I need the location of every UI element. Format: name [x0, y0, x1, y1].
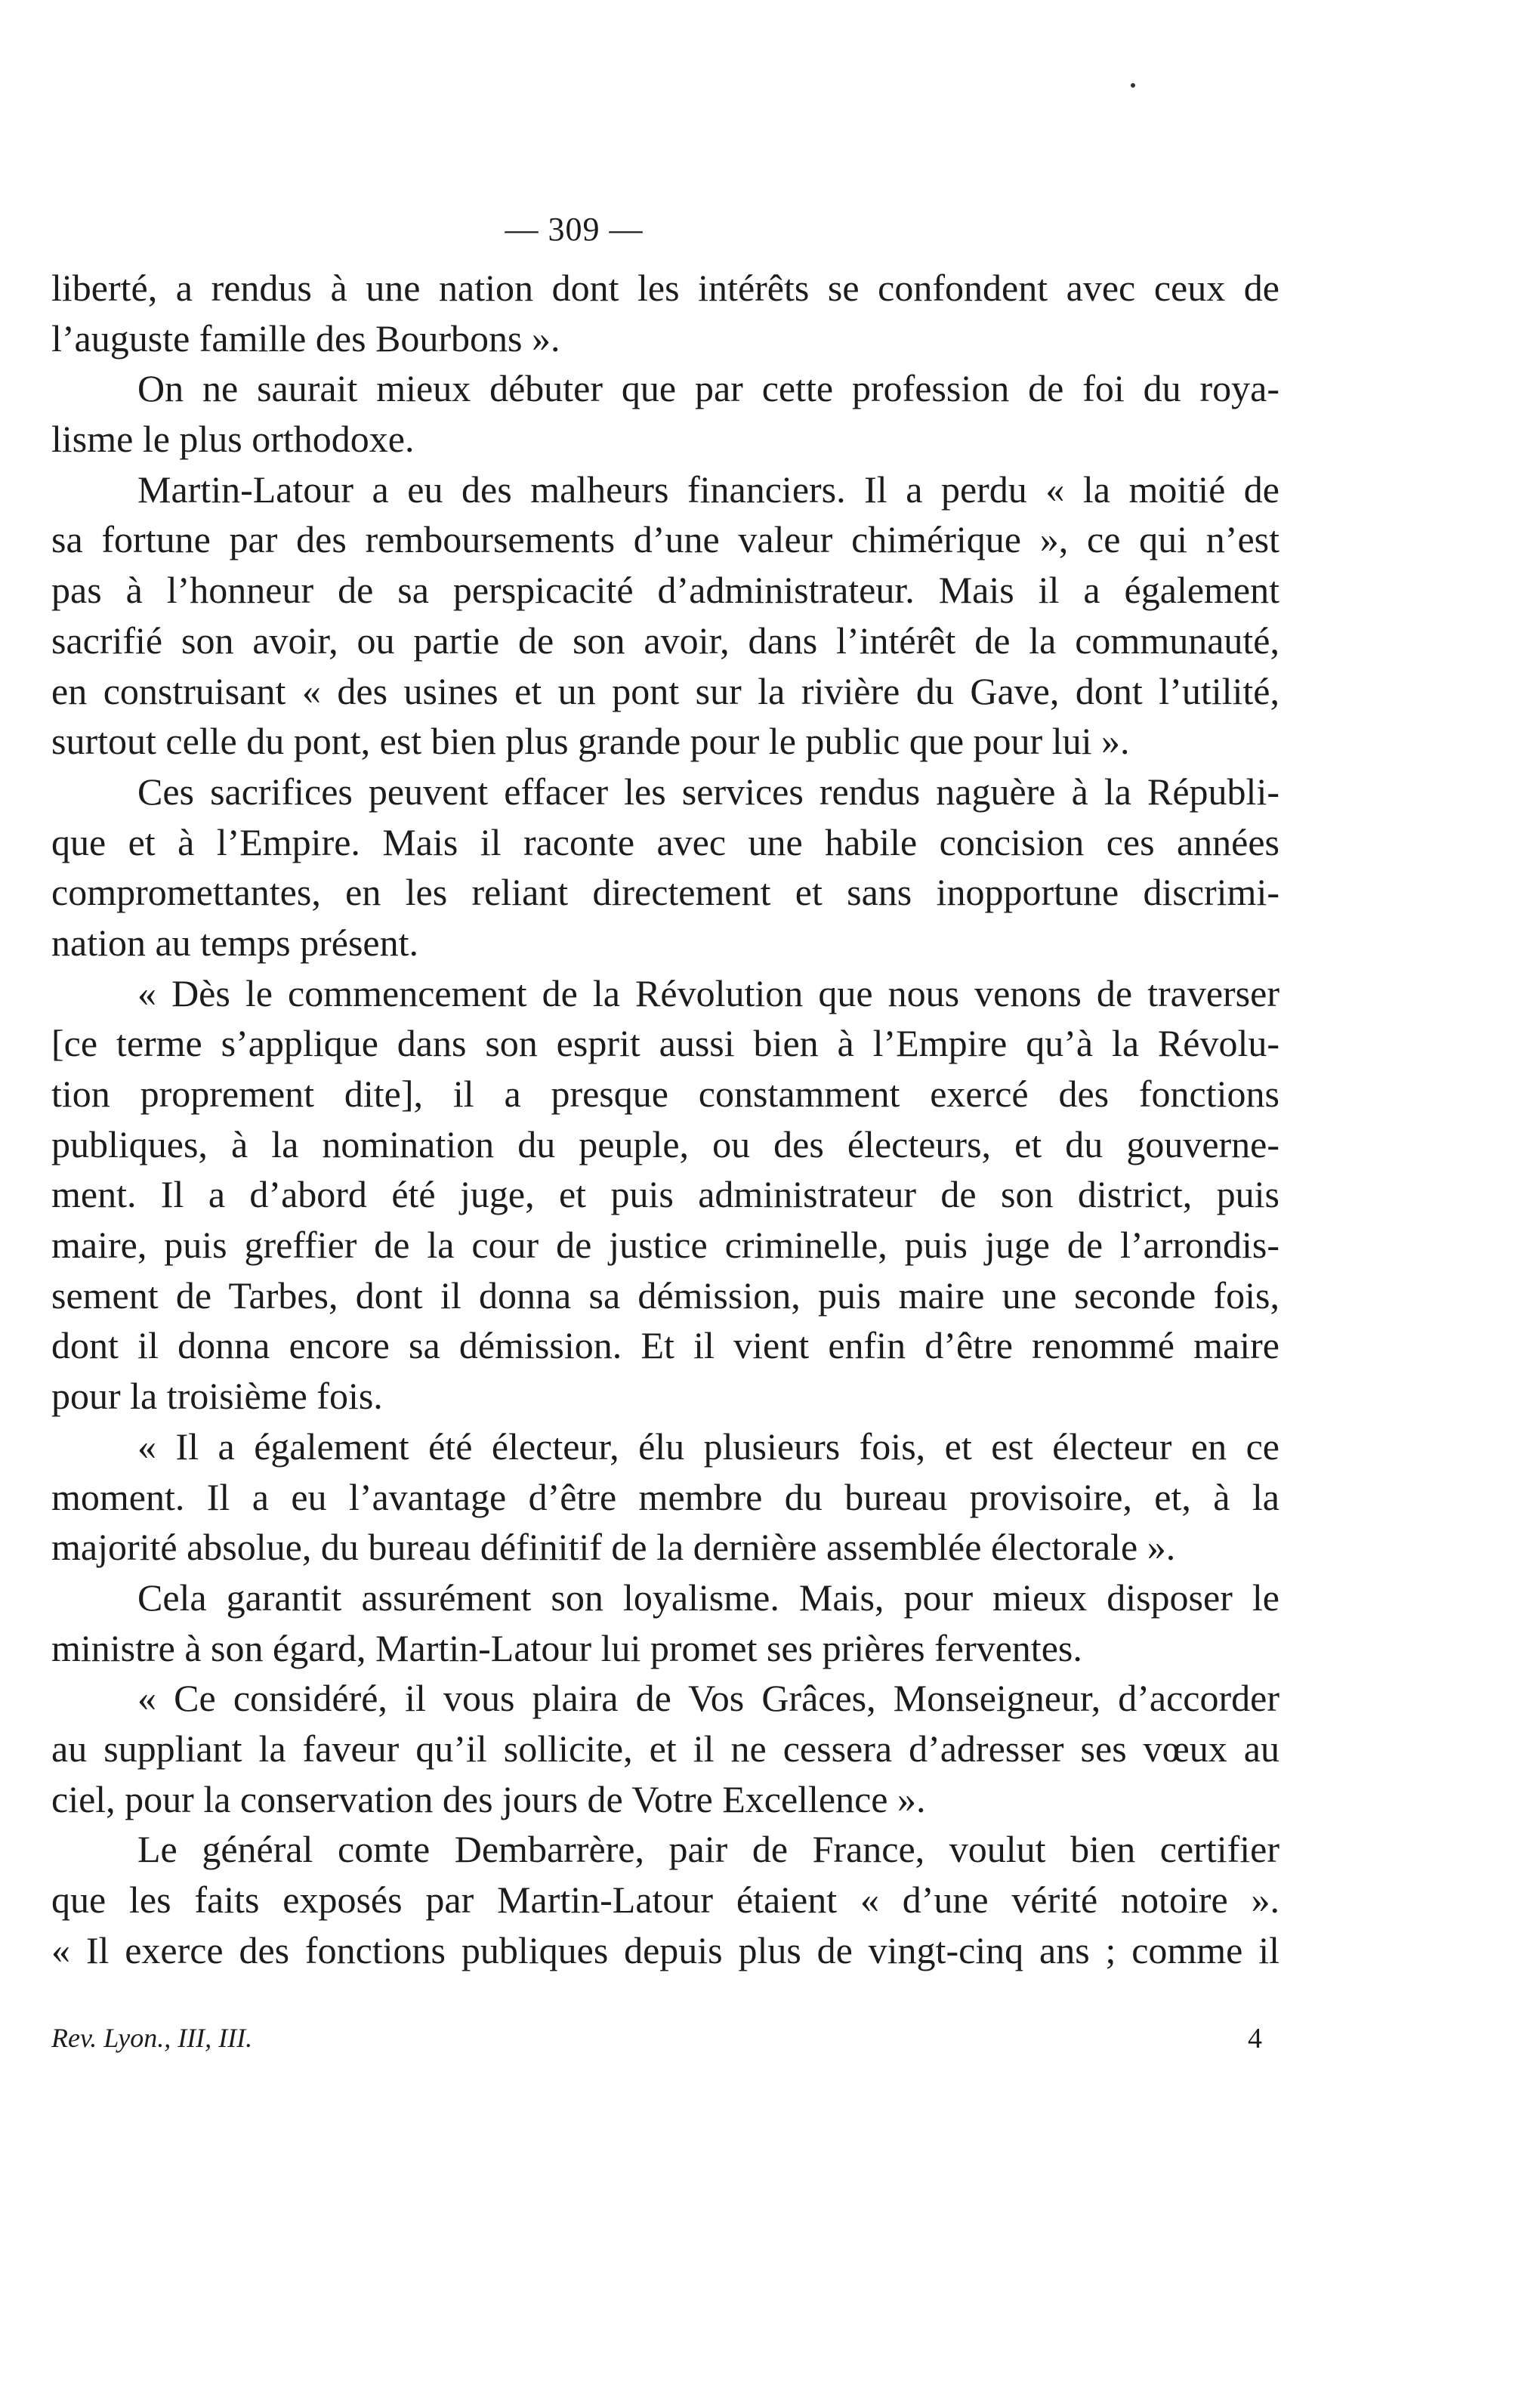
text-line: dont il donna encore sa démission. Et il vient enfin d’être renommé maire	[51, 1324, 1279, 1367]
footer-signature-mark: 4	[1248, 2023, 1262, 2055]
text-line: que et à l’Empire. Mais il raconte avec une habile concision ces années	[51, 820, 1279, 863]
text-line: surtout celle du pont, est bien plus grande pour le public que pour lui ».	[51, 720, 1130, 763]
text-line: ministre à son égard, Martin-Latour lui promet ses prières ferventes.	[51, 1626, 1082, 1669]
text-line: « Dès le commencement de la Révolution que nous venons de traverser	[137, 971, 1279, 1014]
text-line: pour la troisième fois.	[51, 1375, 383, 1418]
text-line: tion proprement dite], il a presque constamment exercé des fonctions	[51, 1073, 1279, 1115]
text-line: « Il a également été électeur, élu plusieurs fois, et est électeur en ce	[137, 1425, 1279, 1468]
text-line: publiques, à la nomination du peuple, ou des électeurs, et du gouverne-	[51, 1122, 1279, 1165]
text-line: « Il exerce des fonctions publiques depuis plus de vingt-cinq ans ; comme il	[51, 1928, 1279, 1971]
text-line: que les faits exposés par Martin-Latour étaient « d’une vérité notoire ».	[51, 1879, 1279, 1921]
text-line: lisme le plus orthodoxe.	[51, 418, 415, 461]
text-line: Ces sacrifices peuvent effacer les services rendus naguère à la Républi-	[137, 770, 1279, 813]
page-number-header: — 309 —	[505, 211, 644, 248]
text-line: ciel, pour la conservation des jours de Votre Excellence ».	[51, 1777, 926, 1820]
text-line: en construisant « des usines et un pont sur la rivière du Gave, dont l’utilité,	[51, 669, 1279, 712]
text-line: [ce terme s’applique dans son esprit aussi bien à l’Empire qu’à la Révolu-	[51, 1022, 1279, 1065]
text-line: On ne saurait mieux débuter que par cette profession de foi du roya-	[137, 367, 1279, 410]
text-line: sement de Tarbes, dont il donna sa démission, puis maire une seconde fois,	[51, 1273, 1279, 1317]
text-line: moment. Il a eu l’avantage d’être membre du bureau provisoire, et, à la	[51, 1475, 1279, 1518]
text-line: maire, puis greffier de la cour de justice criminelle, puis juge de l’arrondis-	[51, 1224, 1279, 1267]
text-line: Le général comte Dembarrère, pair de France, voulut bien certifier	[137, 1828, 1279, 1871]
text-line: l’auguste famille des Bourbons ».	[51, 316, 560, 360]
text-line: liberté, a rendus à une nation dont les intérêts se confondent avec ceux de	[51, 267, 1279, 309]
body-text	[51, 263, 1279, 1975]
text-line: Cela garantit assurément son loyalisme. Mais, pour mieux disposer le	[137, 1576, 1279, 1619]
text-line: pas à l’honneur de sa perspicacité d’administrateur. Mais il a également	[51, 569, 1279, 612]
text-line: ment. Il a d’abord été juge, et puis administrateur de son district, puis	[51, 1173, 1279, 1216]
text-line: « Ce considéré, il vous plaira de Vos Grâces, Monseigneur, d’accorder	[137, 1677, 1279, 1720]
footer-citation: Rev. Lyon., III, III.	[51, 2023, 253, 2053]
text-line: Martin-Latour a eu des malheurs financiers. Il a perdu « la moitié de	[137, 468, 1279, 511]
text-line: majorité absolue, du bureau définitif de la dernière assemblée électorale ».	[51, 1526, 1176, 1569]
ink-speck	[1131, 83, 1135, 88]
text-line: au suppliant la faveur qu’il sollicite, et il ne cessera d’adresser ses vœux au	[51, 1727, 1279, 1770]
text-line: nation au temps présent.	[51, 921, 418, 964]
text-line: sacrifié son avoir, ou partie de son avoir, dans l’intérêt de la communauté,	[51, 619, 1279, 662]
text-line: sa fortune par des remboursements d’une valeur chimérique », ce qui n’est	[51, 518, 1279, 561]
text-line: compromettantes, en les reliant directement et sans inopportune discrimi-	[51, 871, 1279, 914]
